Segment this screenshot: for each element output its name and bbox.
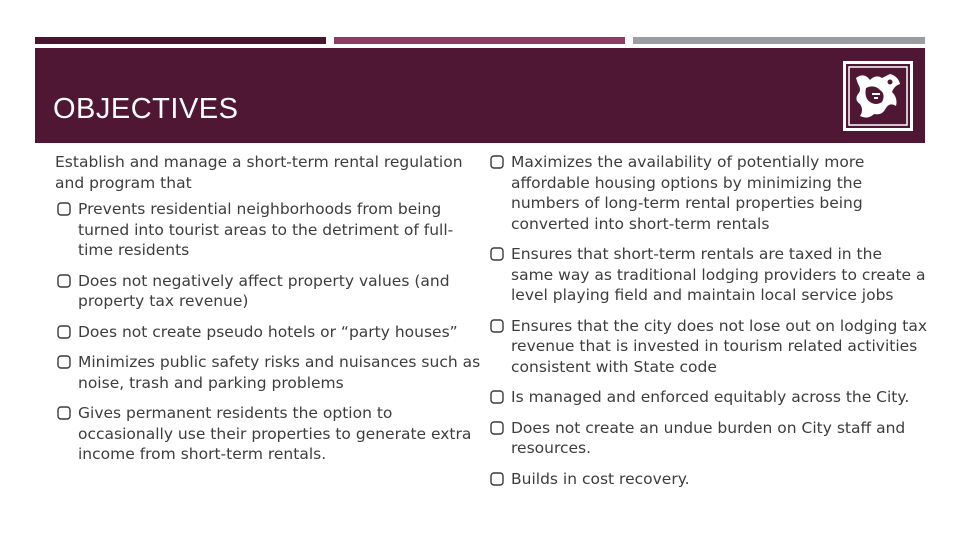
list-item bbox=[55, 322, 487, 343]
ballot-box-icon bbox=[490, 247, 504, 261]
list-item-text: Maximizes the availability of potentially more affordable housing options by minimizing the numbers of long-term rental properties being converted into short-term rentals bbox=[511, 153, 865, 233]
ballot-box-icon bbox=[57, 325, 71, 339]
title-banner bbox=[35, 48, 925, 143]
list-item-text: Is managed and enforced equitably across the City. bbox=[511, 388, 910, 406]
list-item-text: Minimizes public safety risks and nuisances such as noise, trash and parking problems bbox=[78, 353, 481, 392]
ballot-box-icon bbox=[57, 202, 71, 216]
right-bullet-list bbox=[488, 152, 928, 489]
list-item bbox=[55, 271, 487, 312]
left-column bbox=[55, 152, 487, 475]
ballot-box-icon bbox=[490, 421, 504, 435]
list-item bbox=[488, 418, 928, 459]
list-item bbox=[488, 387, 928, 408]
list-item bbox=[488, 316, 928, 378]
list-item-text: Does not create an undue burden on City staff and resources. bbox=[511, 418, 906, 457]
slide-title: OBJECTIVES bbox=[53, 93, 239, 125]
ballot-box-icon bbox=[57, 274, 71, 288]
list-item bbox=[55, 352, 487, 393]
crest-logo bbox=[843, 61, 913, 131]
list-item bbox=[488, 244, 928, 306]
list-item-text: Gives permanent residents the option to occasionally use their properties to generate extra income from short-term rentals. bbox=[78, 404, 472, 463]
list-item bbox=[55, 199, 487, 261]
ballot-box-icon bbox=[490, 472, 504, 486]
ballot-box-icon bbox=[490, 319, 504, 333]
list-item-text: Does not create pseudo hotels or “party houses” bbox=[78, 322, 458, 341]
list-item-text: Prevents residential neighborhoods from being turned into tourist areas to the detriment of full-time residents bbox=[78, 200, 454, 259]
list-item-text: Ensures that short-term rentals are taxed in the same way as traditional lodging providers to create a level playing field and maintain local service jobs bbox=[511, 245, 926, 304]
list-item bbox=[488, 469, 928, 490]
ballot-box-icon bbox=[57, 406, 71, 420]
list-item-text: Ensures that the city does not lose out on lodging tax revenue that is invested in tourism related activities consistent with State code bbox=[511, 316, 928, 376]
list-item bbox=[55, 403, 487, 465]
ballot-box-icon bbox=[57, 355, 71, 369]
list-item-text: Does not negatively affect property values (and property tax revenue) bbox=[78, 271, 450, 310]
ballot-box-icon bbox=[490, 155, 504, 169]
list-item bbox=[488, 152, 928, 234]
list-item-text: Builds in cost recovery. bbox=[511, 469, 690, 488]
left-bullet-list bbox=[55, 199, 487, 465]
accent-bar-mid bbox=[334, 37, 625, 44]
accent-bar-dark bbox=[35, 37, 326, 44]
left-intro-text: Establish and manage a short-term rental regulation and program that bbox=[55, 153, 463, 192]
accent-bar-gray bbox=[633, 37, 925, 44]
ballot-box-icon bbox=[490, 390, 504, 404]
right-column bbox=[488, 152, 928, 499]
